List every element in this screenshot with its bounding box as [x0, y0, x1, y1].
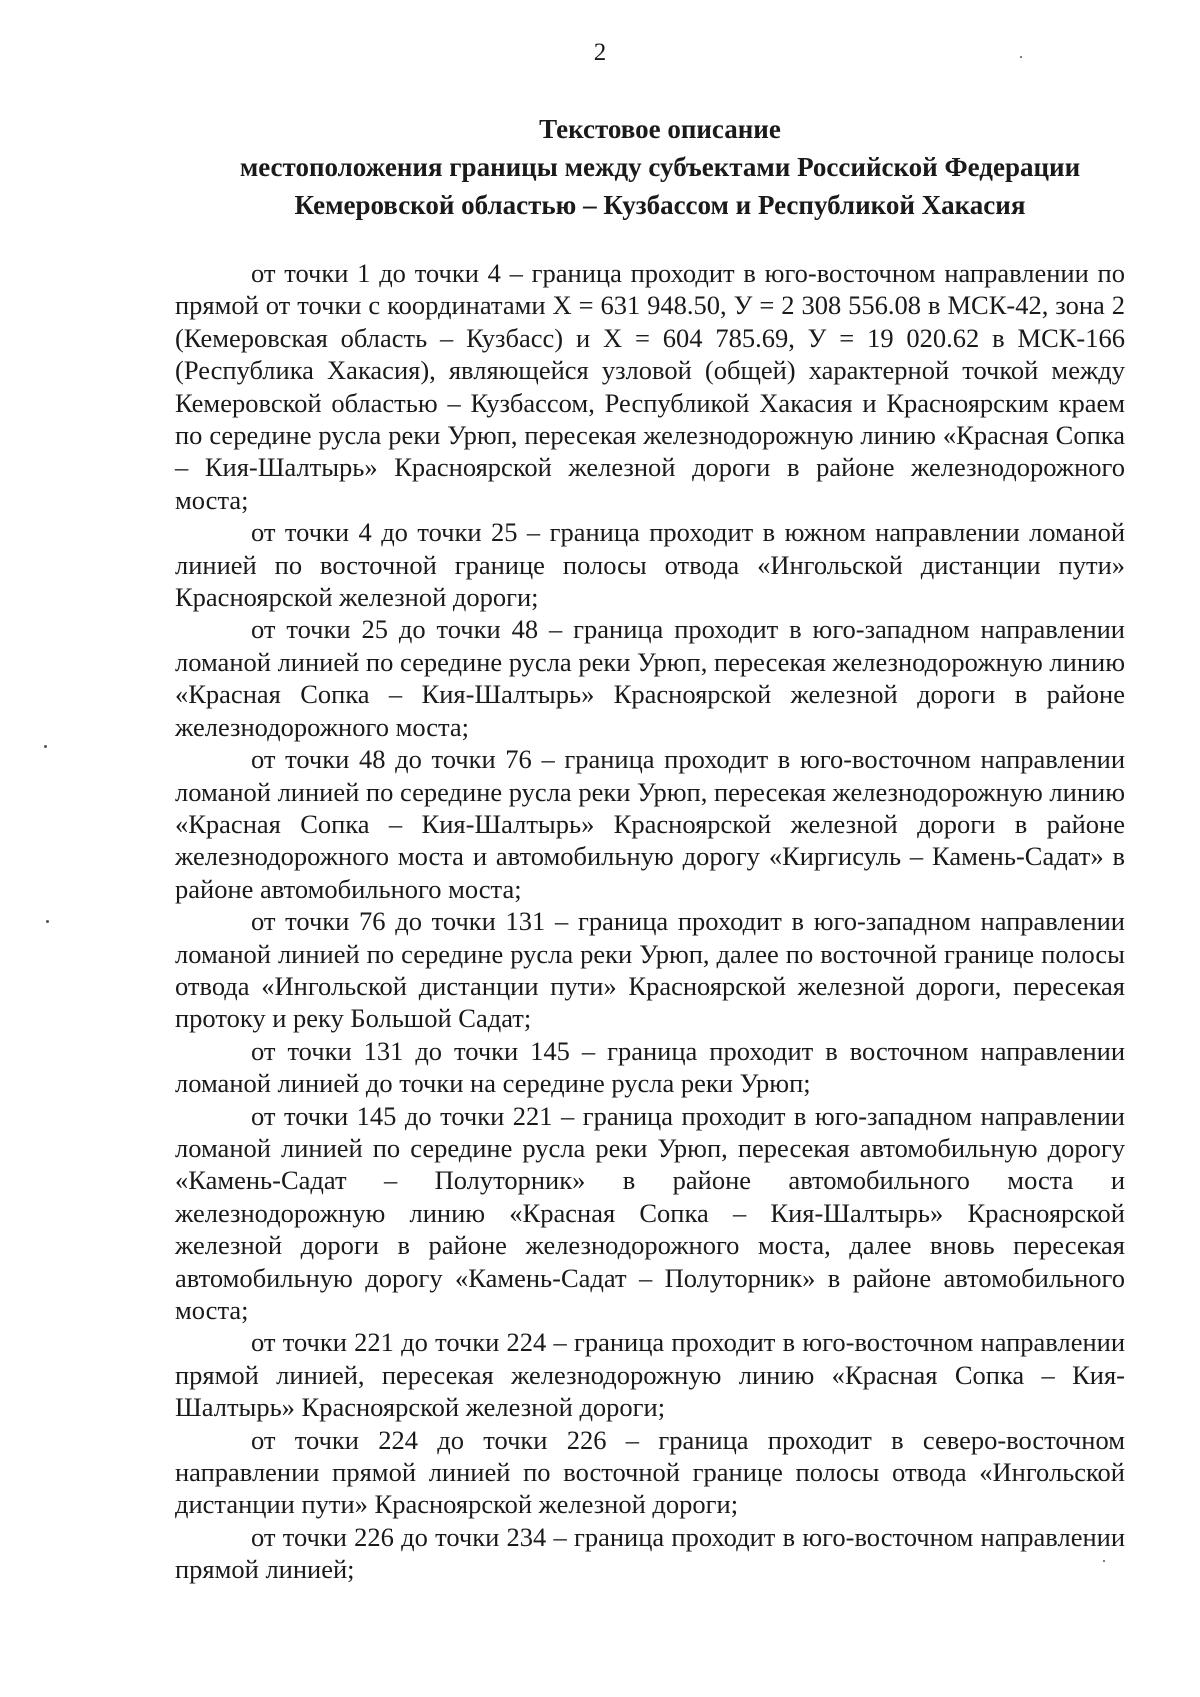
boundary-paragraph-5: от точки 76 до точки 131 – граница проходит в юго-западном направлении ломаной линией по середине русла реки Урюп, далее по восточной границе полосы отвода «Ингольской дистанции пути» Красноярской железной дороги, пересекая протоку и реку Большой Садат; — [175, 906, 1125, 1034]
page-number: 2 — [593, 39, 607, 66]
document-body — [175, 257, 1125, 1586]
document-title — [120, 110, 1200, 224]
scan-speck — [46, 920, 49, 923]
boundary-paragraph-1: от точки 1 до точки 4 – граница проходит в юго-восточном направлении по прямой от точки с координатами Х = 631 948.50, У = 2 308 556.08 в МСК-42, зона 2 (Кемеровская область – Кузбасс) и Х = 604 785.69, У = 19 020.62 в МСК-166 (Республика Хакасия), являющейся узловой (общей) характерной точкой между Кемеровской областью – Кузбассом, Республикой Хакасия и Красноярским краем по середине русла реки Урюп, пересекая железнодорожную линию «Красная Сопка – Кия-Шалтырь» Красноярской железной дороги в районе железнодорожного моста; — [175, 258, 1125, 515]
boundary-paragraph-2: от точки 4 до точки 25 – граница проходит в южном направлении ломаной линией по восточной границе полосы отвода «Ингольской дистанции пути» Красноярской железной дороги; — [175, 517, 1125, 613]
boundary-paragraph-10: от точки 226 до точки 234 – граница проходит в юго-восточном направлении прямой линией; — [175, 1521, 1125, 1585]
title-line-1: Текстовое описание — [539, 114, 781, 144]
scan-speck — [1103, 1560, 1105, 1562]
boundary-paragraph-7: от точки 145 до точки 221 – граница проходит в юго-западном направлении ломаной линией по середине русла реки Урюп, пересекая автомобильную дорогу «Камень-Садат – Полуторник» в районе автомобильного моста и железнодорожную линию «Красная Сопка – Кия-Шалтырь» Красноярской железной дороги в районе железнодорожного моста, далее вновь пересекая автомобильную дорогу «Камень-Садат – Полуторник» в районе автомобильного моста; — [175, 1100, 1125, 1325]
title-line-3: Кемеровской областью – Кузбассом и Республикой Хакасия — [294, 190, 1026, 220]
scan-speck — [1020, 56, 1022, 58]
boundary-paragraph-4: от точки 48 до точки 76 – граница проходит в юго-восточном направлении ломаной линией по середине русла реки Урюп, пересекая железнодорожную линию «Красная Сопка – Кия-Шалтырь» Красноярской железной дороги в районе железнодорожного моста и автомобильную дорогу «Киргисуль – Камень-Садат» в районе автомобильного моста; — [175, 744, 1125, 904]
boundary-paragraph-9: от точки 224 до точки 226 – граница проходит в северо-восточном направлении прямой линией по восточной границе полосы отвода «Ингольской дистанции пути» Красноярской железной дороги; — [175, 1424, 1125, 1520]
scan-speck — [44, 745, 47, 748]
boundary-paragraph-3: от точки 25 до точки 48 – граница проходит в юго-западном направлении ломаной линией по середине русла реки Урюп, пересекая железнодорожную линию «Красная Сопка – Кия-Шалтырь» Красноярской железной дороги в районе железнодорожного моста; — [175, 614, 1125, 742]
title-line-2: местоположения границы между субъектами Российской Федерации — [239, 152, 1081, 182]
boundary-paragraph-6: от точки 131 до точки 145 – граница проходит в восточном направлении ломаной линией до точки на середине русла реки Урюп; — [175, 1035, 1125, 1099]
boundary-paragraph-8: от точки 221 до точки 224 – граница проходит в юго-восточном направлении прямой линией, пересекая железнодорожную линию «Красная Сопка – Кия-Шалтырь» Красноярской железной дороги; — [175, 1327, 1125, 1423]
